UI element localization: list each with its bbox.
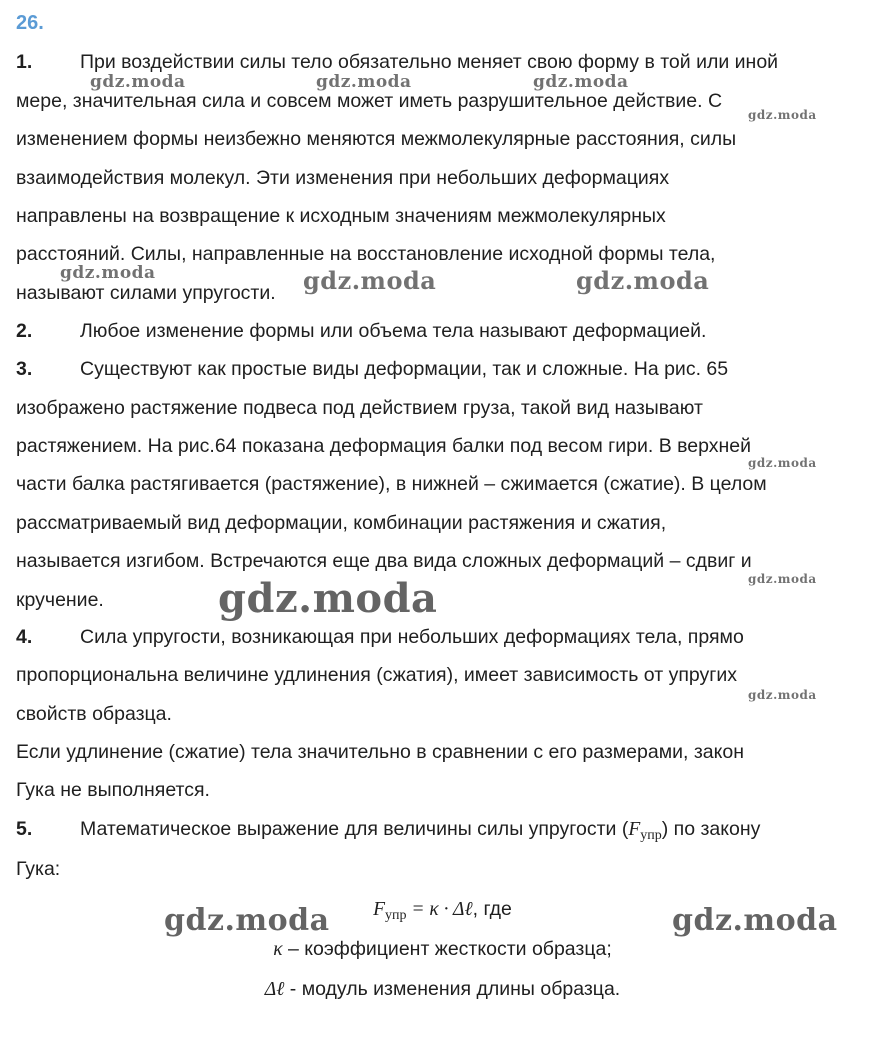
item-text: Любое изменение формы или объема тела называют деформацией. [80,320,707,342]
watermark-logo: gdz.moda [90,72,186,92]
paragraph-3-line-5: рассматриваемый вид деформации, комбинации растяжения и сжатия, [16,512,667,534]
task-number: 26. [16,12,44,34]
paragraph-1-line-7: называют силами упругости. [16,282,276,304]
item-text: Сила упругости, возникающая при небольших деформациях тела, прямо [80,626,744,648]
stiffness-definition [0,937,885,962]
stiffness-text: – коэффициент жесткости образца; [282,938,612,960]
watermark-logo: gdz.moda [672,903,838,938]
item-number: 2. [16,320,33,342]
item-text-end: ) по закону [661,818,761,840]
elongation-text: - модуль изменения длины образца. [284,978,621,1000]
watermark-logo: gdz.moda [533,72,629,92]
paragraph-1-line-6: расстояний. Силы, направленные на восстановление исходной формы тела, [16,243,716,265]
formula-tail: , где [472,898,512,920]
paragraph-5-line-1 [16,817,760,848]
watermark-logo: gdz.moda [60,263,156,283]
paragraph-4-line-2: пропорциональна величине удлинения (сжатия), имеет зависимость от упругих [16,664,738,686]
paragraph-1-line-2: мере, значительная сила и совсем может иметь разрушительное действие. С [16,90,723,112]
item-text: Математическое выражение для величины силы упругости ( [80,818,629,840]
paragraph-2-line-1 [16,319,706,343]
watermark-logo: gdz.moda [748,572,817,586]
paragraph-3-line-6: называется изгибом. Встречаются еще два вида сложных деформаций – сдвиг и [16,550,752,572]
force-symbol: F [628,819,641,840]
paragraph-4-line-3: свойств образца. [16,703,172,725]
paragraph-1-line-4: взаимодействия молекул. Эти изменения при небольших деформациях [16,167,670,189]
item-number: 3. [16,358,33,380]
paragraph-3-line-3: растяжением. На рис.64 показана деформация балки под весом гири. В верхней [16,435,752,457]
watermark-logo: gdz.moda [218,575,438,622]
paragraph-3-line-2: изображено растяжение подвеса под действием груза, такой вид называют [16,397,703,419]
stiffness-symbol: κ [273,939,283,960]
watermark-logo: gdz.moda [164,903,330,938]
watermark-logo: gdz.moda [748,688,817,702]
paragraph-3-line-1 [16,357,728,381]
elongation-definition [0,977,885,1002]
formula-subscript: упр [385,908,407,923]
paragraph-1-line-1 [16,50,778,74]
watermark-logo: gdz.moda [576,266,710,295]
paragraph-3-line-4: части балка растягивается (растяжение), в нижней – сжимается (сжатие). В целом [16,473,767,495]
paragraph-5-line-2: Гука: [16,858,61,880]
paragraph-4-line-1 [16,625,744,649]
item-number: 4. [16,626,33,648]
paragraph-4-line-4: Если удлинение (сжатие) тела значительно в сравнении с его размерами, закон [16,741,744,763]
force-subscript: упр [640,828,662,843]
watermark-logo: gdz.moda [748,108,817,122]
paragraph-4-line-5: Гука не выполняется. [16,779,210,801]
item-number: 1. [16,51,33,73]
formula-force: F [373,899,385,920]
paragraph-3-line-7: кручение. [16,589,104,611]
paragraph-1-line-5: направлены на возвращение к исходным значениям межмолекулярных [16,205,666,227]
elongation-symbol: Δℓ [264,979,285,1000]
watermark-logo: gdz.moda [316,72,412,92]
watermark-logo: gdz.moda [303,266,437,295]
item-text: При воздействии силы тело обязательно меняет свою форму в той или иной [80,51,779,73]
paragraph-1-line-3: изменением формы неизбежно меняются межмолекулярные расстояния, силы [16,128,737,150]
watermark-logo: gdz.moda [748,456,817,470]
item-text: Существуют как простые виды деформации, так и сложные. На рис. 65 [80,358,729,380]
item-number: 5. [16,818,33,840]
formula-expression: = κ · Δℓ [406,899,473,920]
